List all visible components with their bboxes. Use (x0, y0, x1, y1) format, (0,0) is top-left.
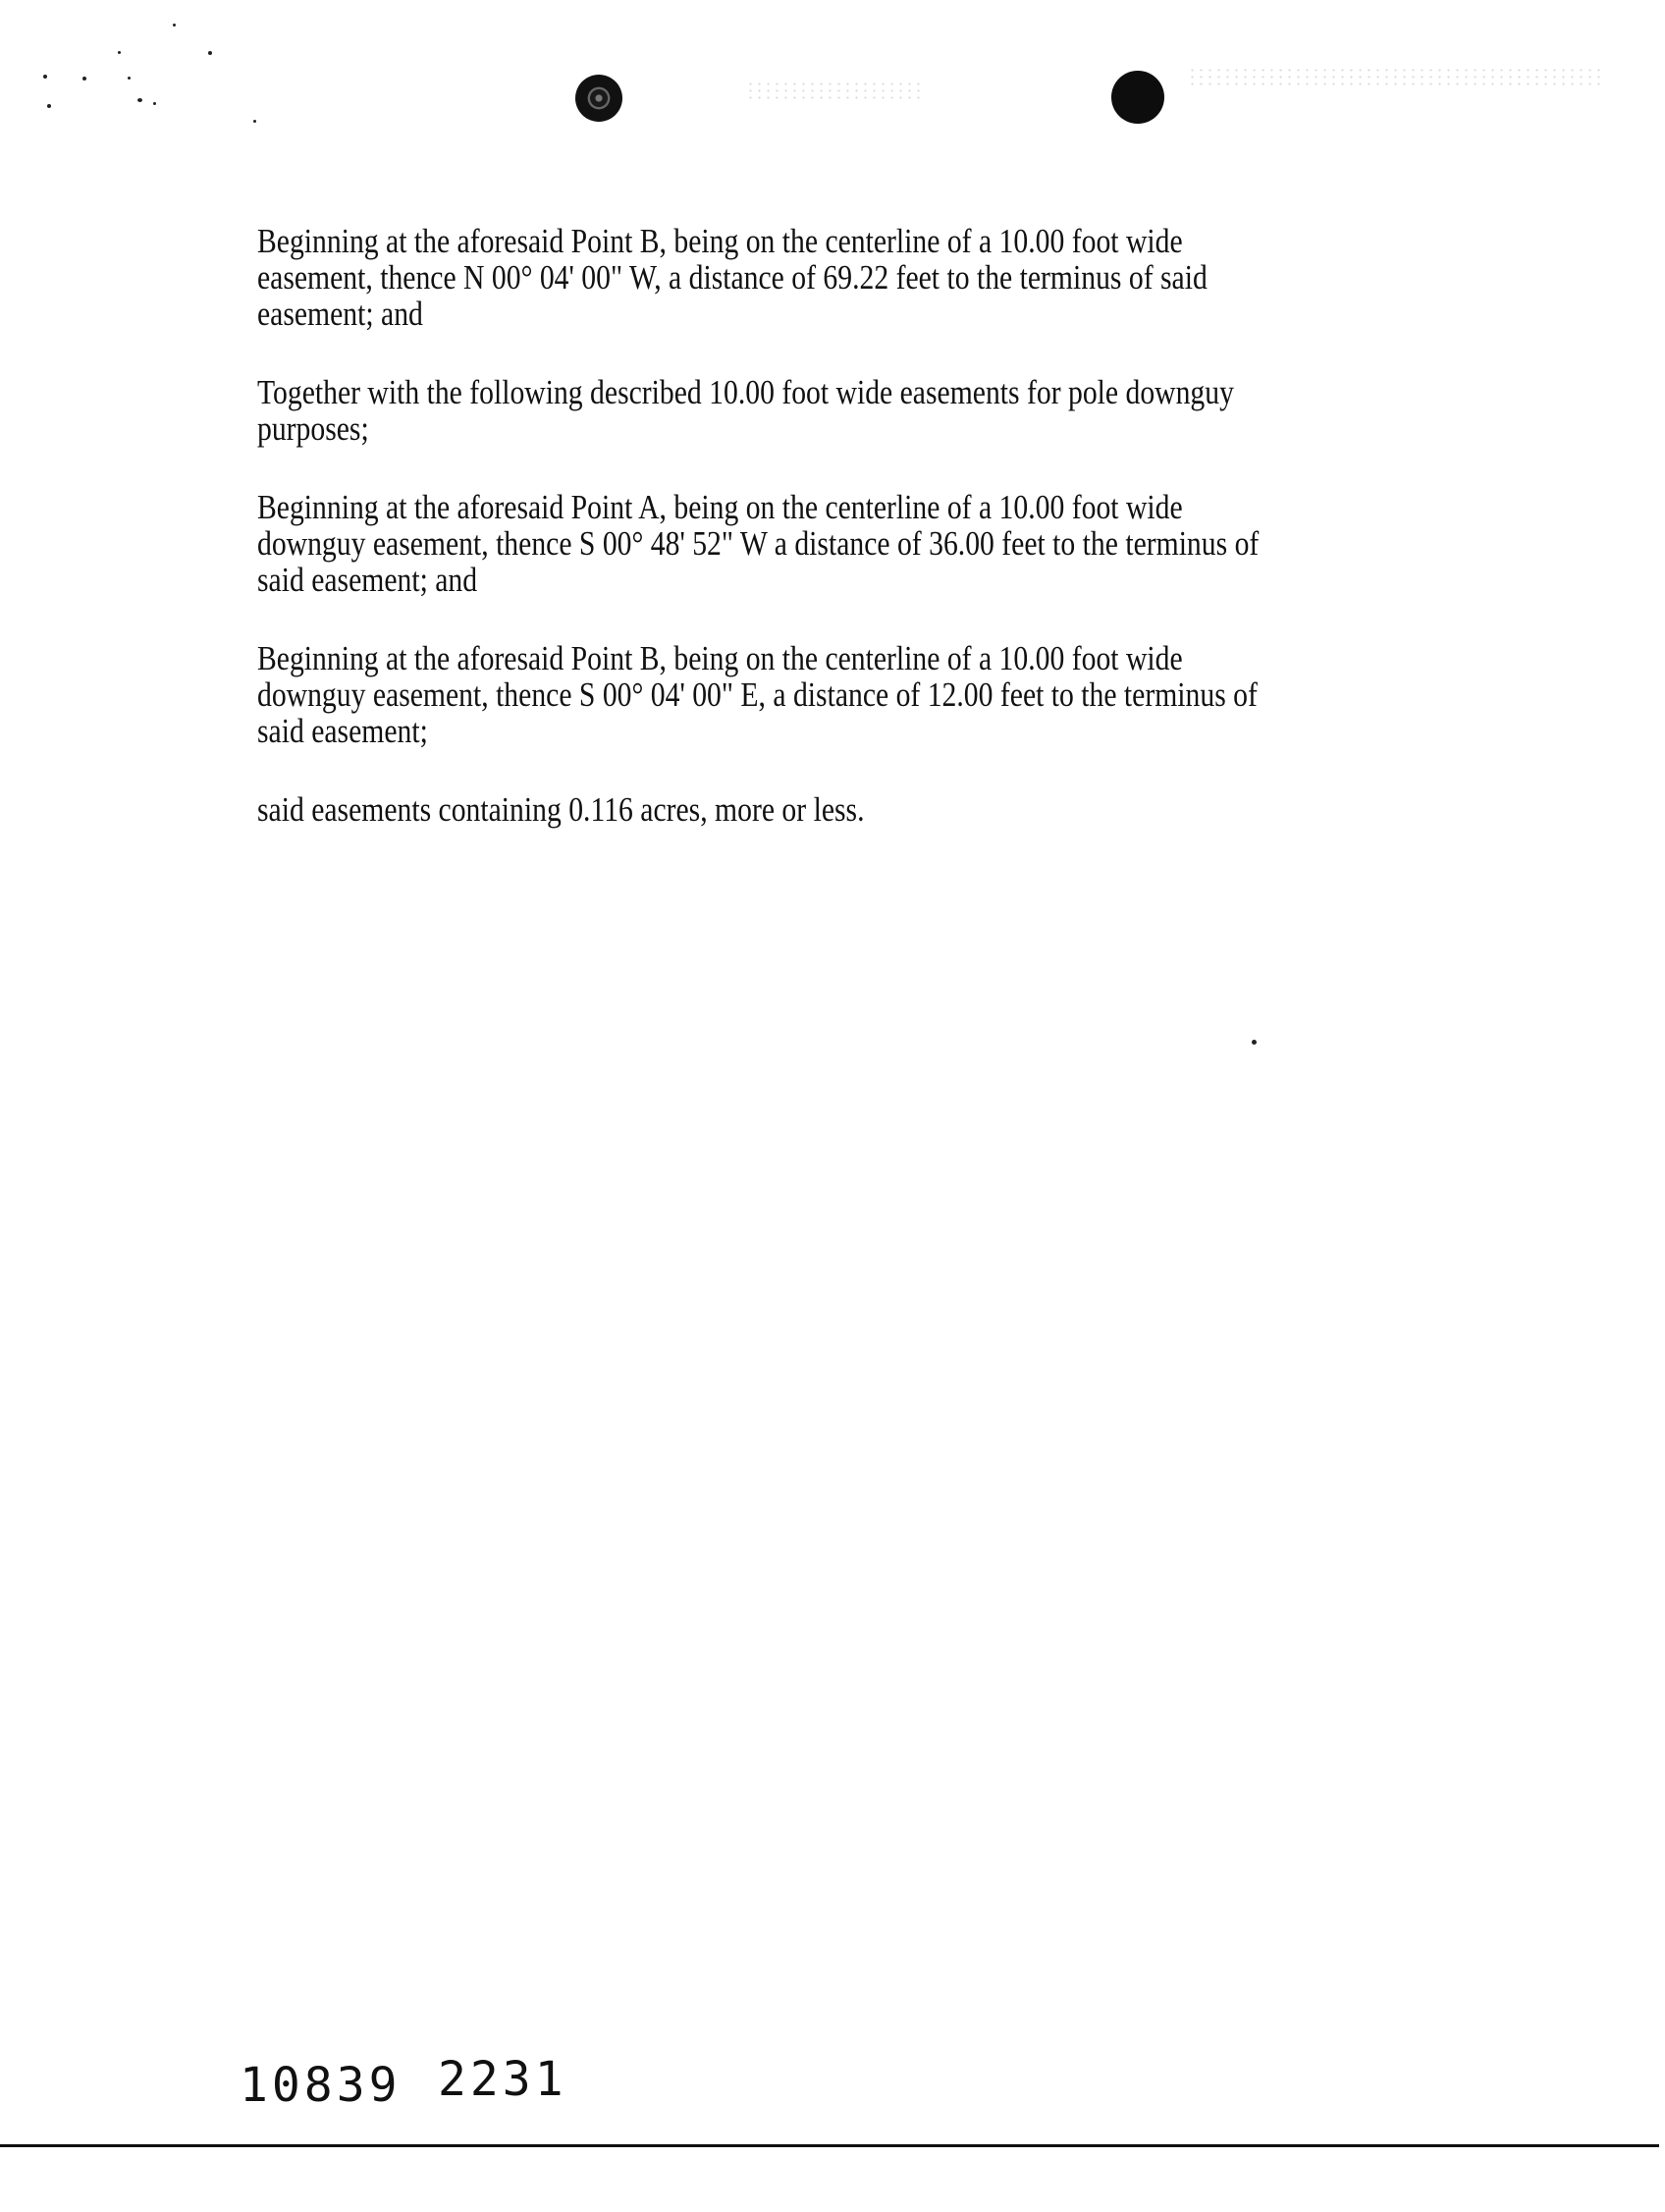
scan-speck (82, 77, 86, 81)
scan-noise (746, 81, 923, 100)
paragraph-point-b-downguy: Beginning at the aforesaid Point B, being on the centerline of a 10.00 foot wide downguy easement, thence S 00° 04' 00" E, a distance of 12.00 feet to the terminus of said easement; (257, 640, 1258, 750)
book-number: 10839 (240, 2058, 402, 2113)
scan-speck (47, 104, 51, 108)
paragraph-point-a-downguy: Beginning at the aforesaid Point A, being on the centerline of a 10.00 foot wide downguy easement, thence S 00° 48' 52" W a distance of 36.00 feet to the terminus of said easement; and (257, 489, 1260, 599)
punch-hole-icon (1111, 71, 1164, 124)
scan-speck (43, 75, 47, 79)
scan-speck (153, 102, 156, 105)
legal-description-text (257, 224, 1270, 871)
page-number: 2231 (438, 2052, 567, 2107)
paragraph-acreage: said easements containing 0.116 acres, more or less. (257, 791, 865, 829)
scan-noise (1188, 67, 1600, 86)
bottom-rule (0, 2144, 1659, 2147)
scan-speck (137, 98, 142, 102)
paragraph-point-b-easement: Beginning at the aforesaid Point B, being on the centerline of a 10.00 foot wide easement, thence N 00° 04' 00" W, a distance of 69.22 feet to the terminus of said easement; and (257, 223, 1208, 333)
scan-speck (1252, 1040, 1257, 1045)
punch-hole-icon (575, 75, 622, 122)
scan-speck (173, 24, 176, 27)
scan-speck (128, 77, 131, 80)
scan-speck (253, 120, 256, 123)
scan-speck (118, 51, 121, 54)
scan-speck (208, 51, 212, 55)
paragraph-downguy-easements: Together with the following described 10.00 foot wide easements for pole downguy purposes; (257, 374, 1234, 448)
